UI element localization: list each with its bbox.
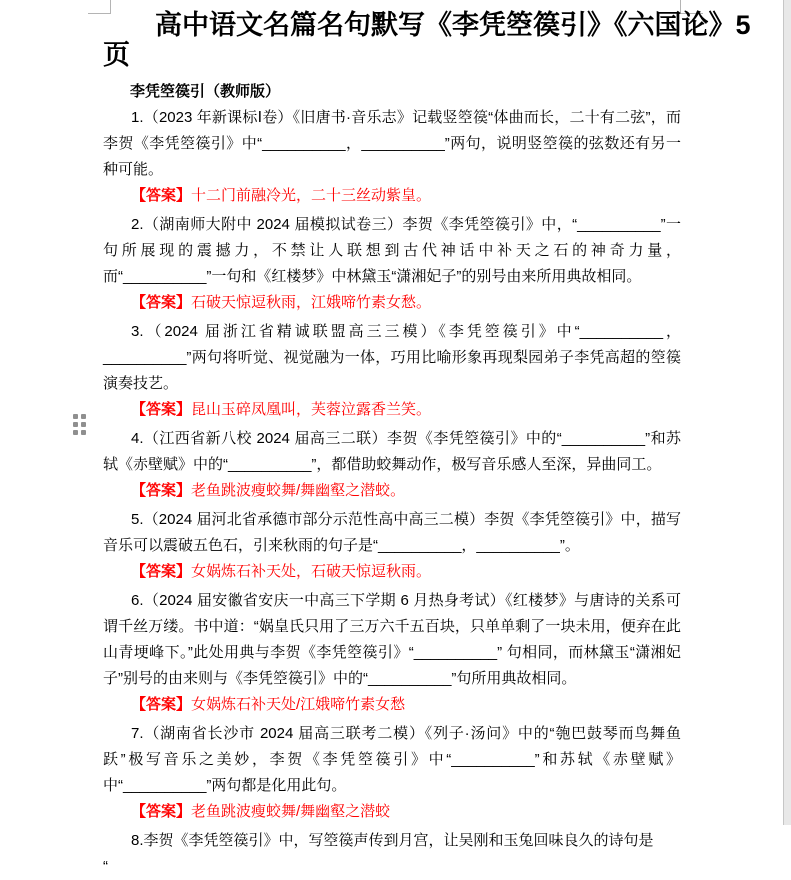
question-4-text: 4.（江西省新八校 2024 届高三二联）李贺《李凭箜篌引》中的“__________”和苏轼《赤壁赋》中的“__________”，都借助蛟舞动作，极写音乐感人至深，异曲同工。 bbox=[103, 430, 681, 473]
answer-2-label: 【答案】 bbox=[131, 294, 192, 311]
drag-handle-dot bbox=[81, 430, 86, 435]
drag-handle-dot bbox=[81, 414, 86, 419]
section-heading: 李凭箜篌引（教师版） bbox=[130, 83, 281, 100]
question-1-text: 1.（2023 年新课标Ⅰ卷）《旧唐书·音乐志》记载竖箜篌“体曲而长，二十有二弦”，而李贺《李凭箜篌引》中“__________，__________”两句，说明竖箜篌的弦数还有另一种可能。 bbox=[103, 109, 681, 178]
answer-3-text: 昆山玉碎凤凰叫，芙蓉泣露香兰笑。 bbox=[191, 401, 432, 418]
answer-1-label: 【答案】 bbox=[131, 187, 192, 204]
answer-5-text: 女娲炼石补天处，石破天惊逗秋雨。 bbox=[191, 563, 432, 580]
answer-7 bbox=[103, 799, 681, 825]
answer-1-text: 十二门前融冷光，二十三丝动紫皇。 bbox=[191, 187, 432, 204]
question-7-text: 7.（湖南省长沙市 2024 届高三联考二模）《列子·汤问》中的“匏巴鼓琴而鸟舞鱼跃”极写音乐之美妙，李贺《李凭箜篌引》中“__________”和苏轼《赤壁赋》中“__________”两句都是化用此句。 bbox=[103, 725, 681, 794]
question-6-text: 6.（2024 届安徽省安庆一中高三下学期 6 月热身考试）《红楼梦》与唐诗的关系可谓千丝万缕。书中道：“娲皇氏只用了三万六千五百块，只单单剩了一块未用，便弃在此山青埂峰下。”此处用典与李贺《李凭箜篌引》“__________” 句相同，而林黛玉“潇湘妃子”别号的由来则与《李凭箜篌引》中的“__________”句所用典故相同。 bbox=[103, 592, 681, 687]
question-2-text: 2.（湖南师大附中 2024 届模拟试卷三）李贺《李凭箜篌引》中，“__________”一句所展现的震撼力，不禁让人联想到古代神话中补天之石的神奇力量，而“__________”一句和《红楼梦》中林黛玉“潇湘妃子”的别号由来所用典故相同。 bbox=[103, 216, 681, 285]
answer-5-label: 【答案】 bbox=[131, 563, 192, 580]
answer-2 bbox=[103, 290, 681, 316]
page-edge-background bbox=[783, 0, 791, 825]
drag-handle-dot bbox=[73, 414, 78, 419]
drag-handle-dot bbox=[73, 430, 78, 435]
answer-4-text: 老鱼跳波瘦蛟舞/舞幽壑之潜蛟。 bbox=[191, 482, 406, 499]
drag-handle-dot bbox=[81, 422, 86, 427]
answer-6-text: 女娲炼石补天处/江娥啼竹素女愁 bbox=[191, 696, 406, 713]
answer-3 bbox=[103, 397, 681, 423]
answer-3-label: 【答案】 bbox=[131, 401, 192, 418]
answer-4 bbox=[103, 478, 681, 504]
answer-6-label: 【答案】 bbox=[131, 696, 192, 713]
question-5-text: 5.（2024 届河北省承德市部分示范性高中高三二模）李贺《李凭箜篌引》中，描写音乐可以震破五色石，引来秋雨的句子是“__________，__________”。 bbox=[103, 511, 681, 554]
answer-2-text: 石破天惊逗秋雨，江娥啼竹素女愁。 bbox=[191, 294, 432, 311]
answer-6 bbox=[103, 692, 681, 718]
answer-7-text: 老鱼跳波瘦蛟舞/舞幽壑之潜蛟 bbox=[191, 803, 391, 820]
drag-handle-dot bbox=[73, 422, 78, 427]
document-body bbox=[103, 6, 751, 880]
drag-handle[interactable] bbox=[73, 414, 86, 435]
question-8-continuation: “ bbox=[103, 858, 108, 875]
question-3-text: 3.（2024 届浙江省精诚联盟高三三模）《李凭箜篌引》中“__________，__________”两句将听觉、视觉融为一体，巧用比喻形象再现梨园弟子李凭高超的箜篌演奏技艺。 bbox=[103, 323, 681, 392]
document-title: 高中语文名篇名句默写《李凭箜篌引》《六国论》5 页 bbox=[103, 10, 751, 70]
answer-7-label: 【答案】 bbox=[131, 803, 192, 820]
question-8-text: 8.李贺《李凭箜篌引》中，写箜篌声传到月宫，让吴刚和玉兔回味良久的诗句是 bbox=[131, 832, 654, 849]
answer-4-label: 【答案】 bbox=[131, 482, 192, 499]
answer-1 bbox=[103, 183, 681, 209]
answer-5 bbox=[103, 559, 681, 585]
